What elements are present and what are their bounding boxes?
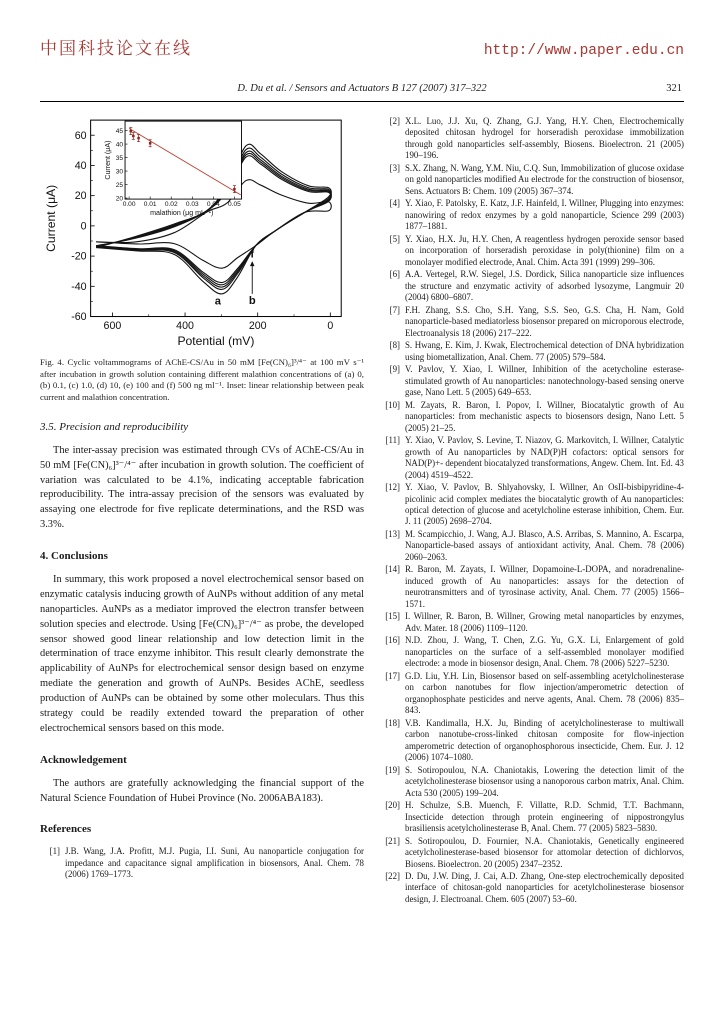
reference-item (380, 800, 684, 834)
page-number: 321 (666, 83, 682, 94)
reference-number: [7] (389, 304, 400, 315)
reference-text: S. Sotiropoulou, D. Fournier, N.A. Chaniotakis, Genetically engineered acetylcholinesterase-based biosensor for attomolar detection of dichlorvos, Biosens. Bioelectron. 20 (2005) 2347–2352. (405, 835, 684, 869)
reference-number: [20] (385, 800, 400, 811)
reference-item (380, 400, 684, 434)
reference-text: I. Willner, R. Baron, B. Willner, Growing metal nanoparticles by enzymes, Adv. Mater. 18 (2006) 1109–1120. (405, 611, 684, 633)
reference-text: X.L. Luo, J.J. Xu, Q. Zhang, G.J. Yang, H.Y. Chen, Electrochemically deposited chitosan hydrogel for horseradish peroxidase immobilization through gold nanoparticles self-assembly, Biosens. Bioelectron. 21 (2005) 190–196. (405, 116, 684, 161)
reference-text: N.D. Zhou, J. Wang, T. Chen, Z.G. Yu, G.X. Li, Enlargement of gold nanoparticles on the surface of a self-assembled monolayer modified electrode: a mode in biosensor design, Anal. Chem. 78 (2006) 5227–5230. (405, 635, 684, 669)
reference-number: [1] (49, 846, 60, 857)
reference-item (380, 482, 684, 528)
svg-text:0.04: 0.04 (206, 201, 220, 209)
reference-number: [15] (385, 611, 400, 622)
reference-text: R. Baron, M. Zayats, I. Willner, Dopamoine-L-DOPA, and noradrenaline-induced growth of Au nanoparticles: assays for the detection of neurotransmitters and of tyrosinase activity, Anal. Chem. 77 (2005) 1566–1571. (405, 564, 684, 609)
reference-number: [9] (389, 364, 400, 375)
svg-text:20: 20 (74, 190, 87, 203)
reference-item (380, 269, 684, 303)
reference-item (380, 635, 684, 669)
reference-text: D. Du, J.W. Ding, J. Cai, A.D. Zhang, One-step electrochemically deposited interface of chitosan-gold nanoparticles for acetylcholinesterase biosensor design, J. Electroanal. Chem. 605 (2007) 53–60. (405, 871, 684, 904)
reference-item (380, 340, 684, 363)
two-column-body (40, 114, 684, 906)
reference-item (380, 116, 684, 162)
section-heading-acknowledgement: Acknowledgement (40, 753, 127, 766)
svg-text:0.01: 0.01 (143, 201, 157, 209)
svg-text:-60: -60 (71, 311, 87, 324)
reference-text: Y. Xiao, V. Pavlov, S. Levine, T. Niazov, G. Markovitch, I. Willner, Catalytic growth of Au nanoparticles by NAD(P)H cofactors: optical sensors for NAD(P)+- dependent biocatalyzed transformations, Angew. Chem. Int. Ed. 43 (2004) 4519–4522. (405, 435, 684, 480)
svg-text:60: 60 (74, 129, 87, 142)
reference-text: M. Scampicchio, J. Wang, A.J. Blasco, A.S. Arribas, S. Mannino, A. Escarpa, Nanoparticle-based assays of antioxidant activity, Anal. Chem. 78 (2006) 2060–2063. (405, 528, 684, 562)
svg-text:Potential (mV): Potential (mV) (177, 333, 255, 348)
svg-text:0.05: 0.05 (227, 201, 241, 209)
svg-text:40: 40 (115, 141, 124, 149)
reference-number: [6] (389, 269, 400, 280)
svg-text:0.02: 0.02 (164, 201, 178, 209)
svg-text:30: 30 (115, 168, 124, 176)
reference-number: [11] (385, 435, 400, 446)
site-name: 中国科技论文在线 (40, 39, 192, 58)
reference-item (380, 718, 684, 764)
svg-text:-20: -20 (71, 250, 87, 263)
svg-text:0.03: 0.03 (185, 201, 199, 209)
running-head: D. Du et al. / Sensors and Actuators B 127 (2007) 317–322 (237, 83, 487, 94)
paragraph-precision: The inter-assay precision was estimated through CVs of AChE-CS/Au in 50 mM [Fe(CN)₆]³⁻/⁴⁻ after incubation in growth solution. The coefficient of variation was calculated to be 4.1%, indicating acceptable fabrication reproducibility. The intra-assay precision of the sensors was evaluated by assaying one electrode for five replicate determinations, and the RSD was 3.3%. (40, 444, 364, 531)
reference-number: [16] (385, 635, 400, 646)
reference-number: [3] (389, 162, 400, 173)
reference-item (40, 846, 364, 880)
reference-number: [5] (389, 233, 400, 244)
svg-text:40: 40 (74, 159, 87, 172)
references-list-left (40, 846, 364, 880)
reference-number: [4] (389, 198, 400, 209)
reference-number: [21] (385, 835, 400, 846)
svg-text:-40: -40 (71, 280, 87, 293)
reference-number: [13] (385, 528, 400, 539)
reference-item (380, 765, 684, 799)
reference-text: J.B. Wang, J.A. Profitt, M.J. Pugia, I.I. Suni, Au nanoparticle conjugation for impedance and capacitance signal amplification in biosensors, Anal. Chem. 78 (2006) 1769–1773. (65, 846, 364, 880)
reference-text: Y. Xiao, V. Pavlov, B. Shlyahovsky, I. Willner, An OsII-bisbipyridine-4-picolinic acid complex mediates the biocatalytic growth of Au nanoparticles: optical detection of glucose and acetylcholine esterase inhibition, Chem. Eur. J. 11 (2005) 2698–2704. (405, 482, 684, 527)
cv-chart (40, 114, 364, 352)
site-url-link[interactable]: http://www.paper.edu.cn (483, 43, 684, 59)
masthead (40, 34, 684, 59)
reference-text: G.D. Liu, Y.H. Lin, Biosensor based on self-assembling acetylcholinesterase on carbon nanotubes for flow injection/amperometric detection of organophosphate pesticides and nerve agents, Anal. Chem. 78 (2006) 835–843. (405, 670, 684, 716)
reference-item (380, 564, 684, 610)
svg-text:600: 600 (103, 320, 122, 333)
reference-text: Y. Xiao, F. Patolsky, E. Katz, J.F. Hainfeld, I. Willner, Plugging into enzymes: nanowiring of redox enzymes by a gold nanoparticle, Science 299 (2003) 1877–1881. (405, 198, 684, 232)
reference-item (380, 671, 684, 717)
reference-number: [8] (389, 340, 400, 351)
svg-text:25: 25 (115, 181, 124, 189)
section-heading-precision: 3.5. Precision and reproducibility (40, 420, 189, 433)
reference-text: V.B. Kandimalla, H.X. Ju, Binding of acetylcholinesterase to multiwall carbon nanotube-cross-linked chitosan composite for flow-injection amperometric detection of organophosphorous insecticide, Chem. Eur. J. 12 (2006) 1074–1080. (405, 717, 684, 763)
reference-number: [18] (385, 717, 400, 728)
reference-number: [17] (385, 670, 400, 681)
reference-text: S. Hwang, E. Kim, J. Kwak, Electrochemical detection of DNA hybridization using biometallization, Anal. Chem. 77 (2005) 579–584. (405, 340, 684, 362)
svg-text:200: 200 (248, 320, 267, 333)
section-heading-references: References (40, 823, 92, 836)
reference-item (380, 836, 684, 870)
header-rule (40, 101, 684, 102)
svg-text:f: f (250, 248, 255, 261)
reference-item (380, 871, 684, 905)
reference-number: [10] (385, 399, 400, 410)
svg-text:35: 35 (115, 154, 124, 162)
references-list-right (380, 116, 684, 905)
reference-text: V. Pavlov, Y. Xiao, I. Willner, Inhibition of the acetycholine esterase-stimulated growth of Au nanoparticles: nanotechnology-based sensing onerve gase, Nano Lett. 5 (2005) 649–653. (405, 364, 684, 398)
reference-item (380, 529, 684, 563)
reference-item (380, 198, 684, 232)
svg-text:Current (μA): Current (μA) (103, 140, 112, 180)
svg-text:Current (μA): Current (μA) (44, 184, 59, 252)
paragraph-acknowledgement: The authors are gratefully acknowledging the financial support of the Natural Science Foundation of Hubei Province (No. 2006ABA183). (40, 777, 364, 804)
svg-text:0.00: 0.00 (122, 201, 136, 209)
reference-item (380, 163, 684, 197)
svg-text:400: 400 (176, 320, 194, 333)
reference-number: [2] (389, 116, 400, 126)
svg-text:b: b (248, 294, 256, 307)
running-head-row (40, 83, 684, 97)
left-column (40, 114, 364, 906)
right-column (380, 114, 684, 906)
reference-text: M. Zayats, R. Baron, I. Popov, I. Willner, Biocatalytic growth of Au nanoparticles: from mechanistic aspects to biosensors design, Nano Lett. 5 (2005) 21–25. (405, 399, 684, 433)
figure-4 (40, 114, 364, 404)
reference-item (380, 435, 684, 481)
reference-number: [19] (385, 764, 400, 775)
reference-item (380, 611, 684, 634)
reference-text: F.H. Zhang, S.S. Cho, S.H. Yang, S.S. Seo, G.S. Cha, H. Nam, Gold nanoparticle-based mediatorless biosensor prepared on microporous electrode, Electroanalysis 18 (2006) 217–222. (405, 304, 684, 338)
reference-text: A.A. Vertegel, R.W. Siegel, J.S. Dordick, Silica nanoparticle size influences the structure and enzymatic activity of adsorbed lysozyme, Langmuir 20 (2004) 6800–6807. (405, 269, 684, 303)
reference-number: [12] (385, 482, 400, 493)
paragraph-conclusions: In summary, this work proposed a novel electrochemical sensor based on enzymatic catalysis inducing growth of AuNPs without addition of any metal nanoparticles. AuNPs as a mediator improved the electron transfer between solution species and electrode. Using [Fe(CN)₆]³⁻/⁴⁻ as probe, the developed sensor showed good linear relationship and low detection limit in the determination of trace enzyme inhibitor. This result clearly demonstrate the applicability of AuNPs for electrochemical sensor design based on enzyme mediate the generation and growth of AuNPs. Besides AChE, seedless production of AuNPs can be obtained by some other moleculars. Thus this strategy could be readily extended toward the preparation of other electrochemical sensors based on this mode. (40, 574, 364, 734)
reference-item (380, 364, 684, 398)
reference-item (380, 234, 684, 268)
reference-text: H. Schulze, S.B. Muench, F. Villatte, R.D. Schmid, T.T. Bachmann, Insecticide detection through protein engineering of nippostrongylus brasiliensis acetylcholinesterase B, Anal. Chem. 77 (2005) 5823–5830. (405, 800, 684, 834)
reference-text: S.X. Zhang, N. Wang, Y.M. Niu, C.Q. Sun, Immobilization of glucose oxidase on gold nanoparticles modified Au electrode for the construction of biosensor, Sens. Actuators B: Chem. 109 (2005) 367–374. (405, 162, 684, 196)
svg-text:a: a (214, 295, 221, 308)
reference-text: Y. Xiao, H.X. Ju, H.Y. Chen, A reagentless hydrogen peroxide sensor based on incorporation of horseradish peroxidase in poly(thionine) film on a monolayer modified electrode, Anal. Chim. Acta 391 (1999) 299–306. (405, 233, 684, 267)
svg-text:20: 20 (115, 195, 124, 203)
figure-caption: Fig. 4. Cyclic voltammograms of AChE-CS/Au in 50 mM [Fe(CN)₆]³/⁴⁻ at 100 mV s⁻¹ after incubation in growth solution containing different malathion concentrations of (a) 0, (b) 0.1, (c) 1.0, (d) 10, (e) 100 and (f) 500 ng ml⁻¹. Inset: linear relationship between peak current and malathion concentration. (40, 357, 364, 403)
reference-number: [14] (385, 564, 400, 575)
svg-text:0: 0 (80, 220, 87, 233)
svg-text:45: 45 (115, 127, 124, 135)
svg-text:malathion (μg mL⁻¹): malathion (μg mL⁻¹) (150, 208, 214, 217)
section-heading-conclusions: 4. Conclusions (40, 550, 108, 562)
reference-text: S. Sotiropoulou, N.A. Chaniotakis, Lowering the detection limit of the acetylcholinesterase biosensor using a nanoporous carbon matrix, Anal. Chim. Acta 530 (2005) 199–204. (405, 764, 684, 798)
reference-item (380, 305, 684, 339)
svg-text:0: 0 (327, 320, 334, 333)
reference-number: [22] (385, 871, 400, 881)
